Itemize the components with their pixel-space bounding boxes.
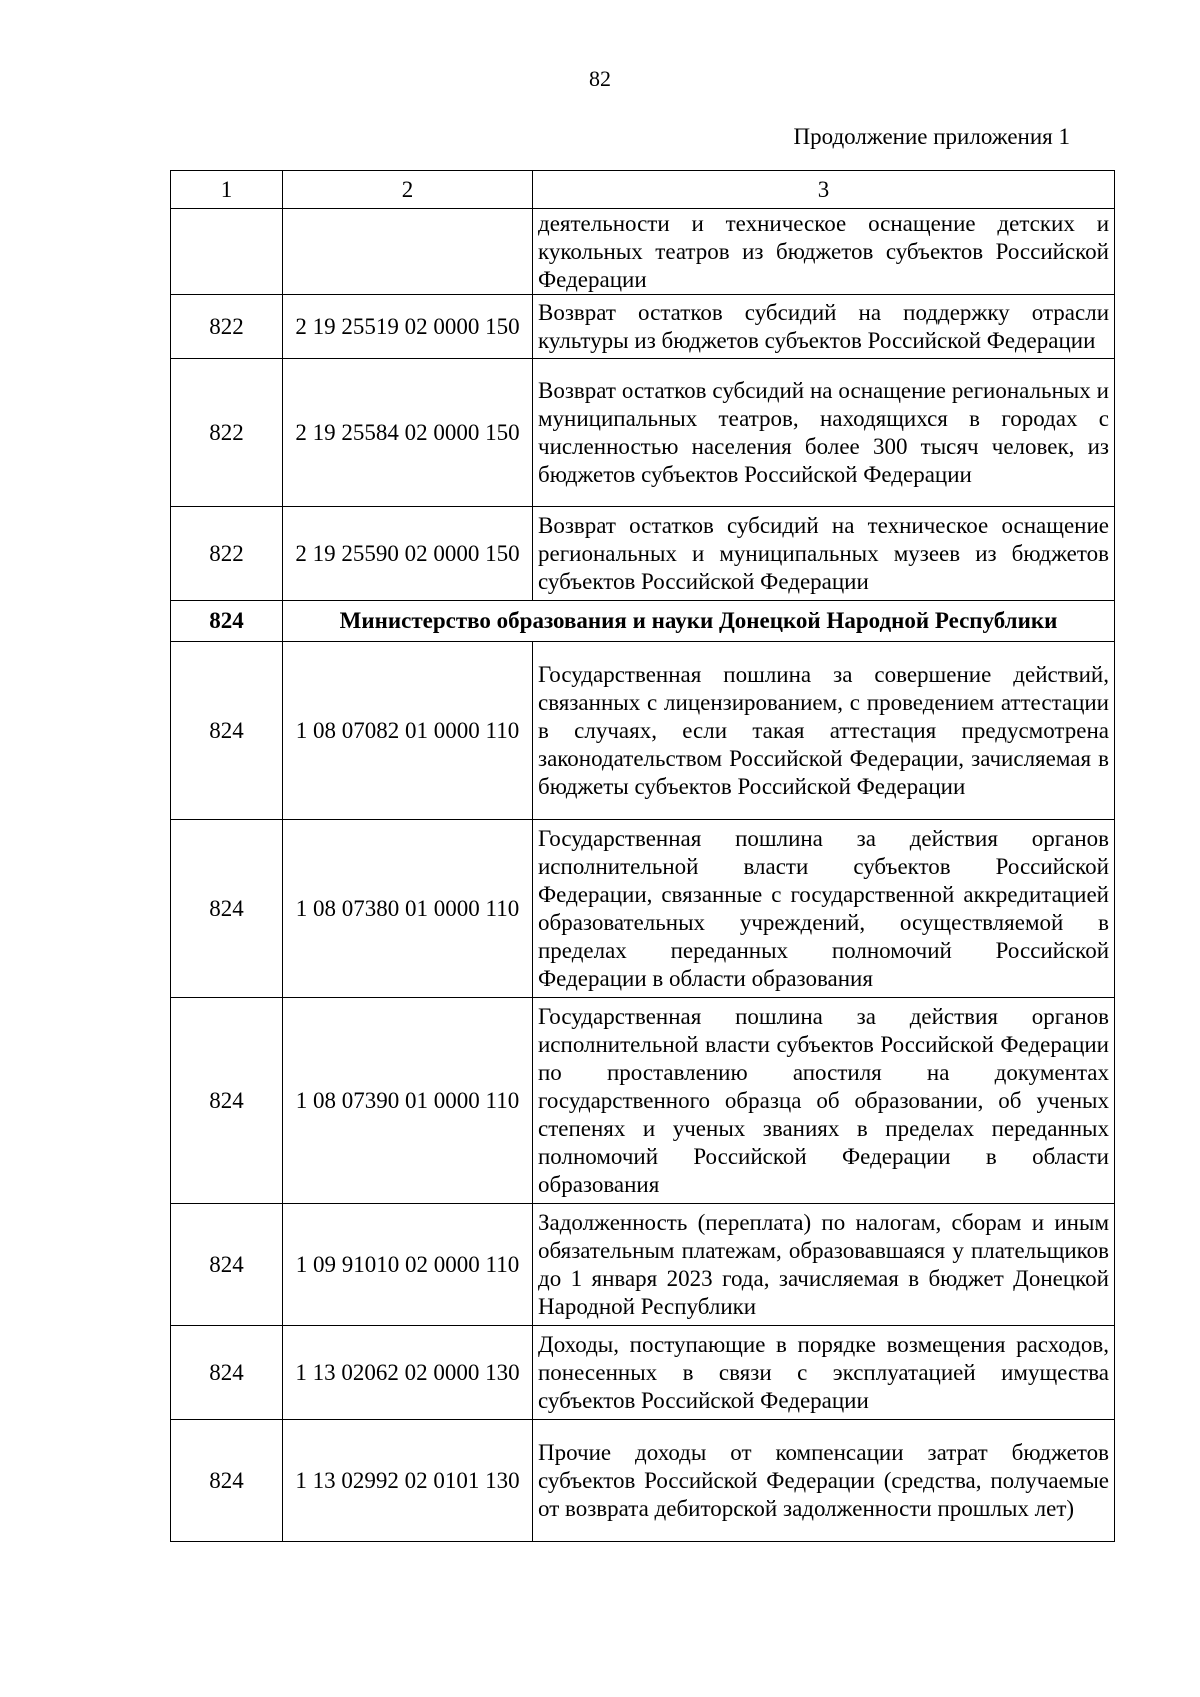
budget-classification-code: 1 09 91010 02 0000 110 (283, 1204, 533, 1326)
income-description: Прочие доходы от компенсации затрат бюджетов субъектов Российской Федерации (средства, получаемые от возврата дебиторской задолженности прошлых лет) (533, 1420, 1115, 1542)
budget-table (170, 170, 1115, 1542)
income-description: Государственная пошлина за действия органов исполнительной власти субъектов Российской Федерации, связанные с государственной аккредитацией образовательных учреждений, осуществляемой в пределах переданных полномочий Российской Федерации в области образования (533, 820, 1115, 998)
budget-classification-code: 2 19 25584 02 0000 150 (283, 359, 533, 507)
admin-code: 824 (171, 642, 283, 820)
budget-classification-code: 2 19 25519 02 0000 150 (283, 295, 533, 359)
appendix-caption: Продолжение приложения 1 (793, 124, 1070, 149)
income-description: Возврат остатков субсидий на оснащение региональных и муниципальных театров, находящихся в городах с численностью населения более 300 тысяч человек, из бюджетов субъектов Российской Федерации (533, 359, 1115, 507)
income-description: Государственная пошлина за действия органов исполнительной власти субъектов Российской Федерации по проставлению апостиля на документах государственного образца об образовании, об ученых степенях и ученых званиях в пределах переданных полномочий Российской Федерации в области образования (533, 998, 1115, 1204)
income-description: Задолженность (переплата) по налогам, сборам и иным обязательным платежам, образовавшаяся у плательщиков до 1 января 2023 года, зачисляемая в бюджет Донецкой Народной Республики (533, 1204, 1115, 1326)
budget-classification-code (283, 209, 533, 295)
budget-classification-code: 1 08 07380 01 0000 110 (283, 820, 533, 998)
table-row (171, 1326, 1115, 1420)
income-description: Государственная пошлина за совершение действий, связанных с лицензированием, с проведением аттестации в случаях, если такая аттестация предусмотрена законодательством Российской Федерации, зачисляемая в бюджеты субъектов Российской Федерации (533, 642, 1115, 820)
budget-classification-code: 1 13 02062 02 0000 130 (283, 1326, 533, 1420)
column-header-3: 3 (533, 171, 1115, 209)
income-description: Возврат остатков субсидий на техническое оснащение региональных и муниципальных музеев из бюджетов субъектов Российской Федерации (533, 507, 1115, 601)
table-row (171, 998, 1115, 1204)
table-row (171, 295, 1115, 359)
table-row (171, 1204, 1115, 1326)
section-title: Министерство образования и науки Донецкой Народной Республики (283, 601, 1115, 642)
table-row (171, 1420, 1115, 1542)
section-header-row (171, 601, 1115, 642)
admin-code (171, 209, 283, 295)
income-description: Доходы, поступающие в порядке возмещения расходов, понесенных в связи с эксплуатацией имущества субъектов Российской Федерации (533, 1326, 1115, 1420)
admin-code: 824 (171, 1326, 283, 1420)
table-header-row (171, 171, 1115, 209)
admin-code: 824 (171, 998, 283, 1204)
table-row (171, 507, 1115, 601)
admin-code: 824 (171, 1204, 283, 1326)
budget-classification-code: 2 19 25590 02 0000 150 (283, 507, 533, 601)
page-number: 82 (589, 66, 611, 91)
table-row (171, 359, 1115, 507)
table-row (171, 642, 1115, 820)
admin-code: 822 (171, 507, 283, 601)
income-description: деятельности и техническое оснащение детских и кукольных театров из бюджетов субъектов Российской Федерации (533, 209, 1115, 295)
admin-code: 824 (171, 1420, 283, 1542)
budget-classification-code: 1 08 07390 01 0000 110 (283, 998, 533, 1204)
income-description: Возврат остатков субсидий на поддержку отрасли культуры из бюджетов субъектов Российской Федерации (533, 295, 1115, 359)
budget-classification-code: 1 13 02992 02 0101 130 (283, 1420, 533, 1542)
column-header-2: 2 (283, 171, 533, 209)
admin-code: 822 (171, 295, 283, 359)
admin-code: 822 (171, 359, 283, 507)
table-row (171, 820, 1115, 998)
admin-code: 824 (171, 820, 283, 998)
budget-classification-code: 1 08 07082 01 0000 110 (283, 642, 533, 820)
table-row (171, 209, 1115, 295)
column-header-1: 1 (171, 171, 283, 209)
section-admin-code: 824 (171, 601, 283, 642)
